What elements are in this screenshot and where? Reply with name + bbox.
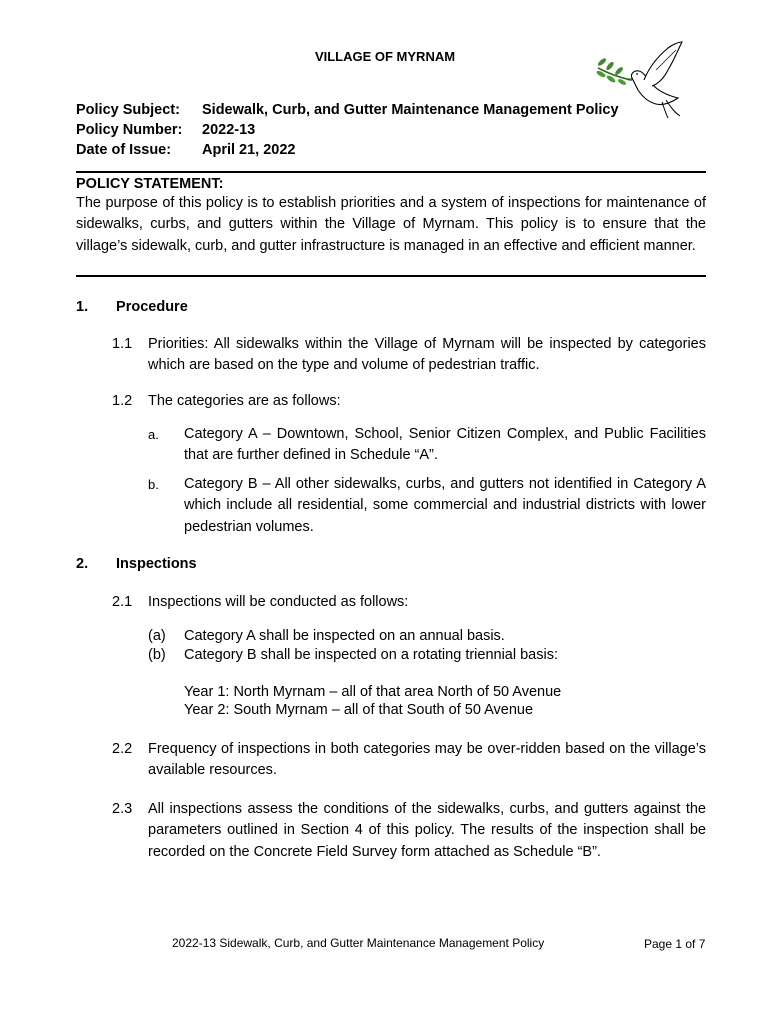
- item-text: Category A – Downtown, School, Senior Citizen Complex, and Public Facilities that are further defined in Schedule “A”.: [184, 426, 706, 464]
- section-heading-procedure: [76, 299, 188, 315]
- page-number: Page 1 of 7: [644, 937, 706, 951]
- paragraph-text: The categories are as follows:: [148, 393, 341, 409]
- item-text: Category A shall be inspected on an annual basis.: [184, 628, 505, 644]
- category-a-item: [148, 424, 706, 467]
- paragraph-1-2: [112, 391, 706, 412]
- item-marker: b.: [148, 477, 159, 492]
- policy-meta: [76, 100, 619, 160]
- paragraph-number: 1.1: [112, 336, 133, 352]
- organization-title: VILLAGE OF MYRNAM: [314, 49, 456, 64]
- paragraph-number: 2.1: [112, 594, 133, 610]
- paragraph-1-1: [112, 334, 706, 377]
- paragraph-text: Priorities: All sidewalks within the Village of Myrnam will be inspected by categories which are based on the type and volume of pedestrian traffic.: [148, 336, 706, 374]
- paragraph-number: 1.2: [112, 393, 133, 409]
- paragraph-number: 2.2: [112, 741, 133, 757]
- policy-statement-heading: POLICY STATEMENT:: [76, 176, 224, 192]
- rotation-years: [184, 684, 561, 719]
- paragraph-text: Inspections will be conducted as follows:: [148, 594, 409, 610]
- year-1-line: Year 1: North Myrnam – all of that area North of 50 Avenue: [184, 684, 562, 700]
- policy-statement-body: The purpose of this policy is to establish priorities and a system of inspections for maintenance of sidewalks, curbs, and gutters within the Village of Myrnam. This policy is to ensure that the village’s sidewalk, curb, and gutter infrastructure is managed in an effective and efficient manner.: [76, 195, 706, 254]
- category-b-item: [148, 474, 706, 538]
- footer-title: 2022-13 Sidewalk, Curb, and Gutter Maintenance Management Policy: [172, 936, 545, 950]
- section-heading-inspections: [76, 556, 197, 572]
- section-title: Inspections: [116, 556, 197, 572]
- paragraph-2-3: [112, 799, 706, 863]
- item-text: Category B – All other sidewalks, curbs, and gutters not identified in Category A which include all residential, some commercial and industrial districts with lower pedestrian volumes.: [184, 476, 706, 535]
- paragraph-text: All inspections assess the conditions of the sidewalks, curbs, and gutters against the parameters outlined in Section 4 of this policy. The results of the inspection shall be recorded on the Concrete Field Survey form attached as Schedule “B”.: [148, 801, 706, 860]
- policy-statement: [76, 175, 706, 257]
- policy-number-row: [76, 120, 619, 140]
- year-2-line: Year 2: South Myrnam – all of that South of 50 Avenue: [184, 701, 534, 718]
- top-divider: [76, 171, 706, 173]
- paragraph-2-1: [112, 592, 706, 613]
- section-title: Procedure: [116, 299, 188, 315]
- date-of-issue-value: April 21, 2022: [202, 142, 296, 158]
- statement-divider: [76, 275, 706, 277]
- item-marker: (a): [148, 628, 166, 644]
- item-marker: a.: [148, 427, 159, 442]
- inspection-item-b: [148, 646, 706, 665]
- item-marker: (b): [148, 647, 166, 663]
- paragraph-text: Frequency of inspections in both categories may be over-ridden based on the village’s available resources.: [148, 741, 706, 779]
- section-number: 2.: [76, 556, 89, 572]
- section-number: 1.: [76, 299, 89, 315]
- date-of-issue-row: [76, 140, 619, 160]
- policy-subject-label: Policy Subject:: [76, 102, 180, 118]
- paragraph-number: 2.3: [112, 801, 133, 817]
- policy-subject-row: [76, 100, 619, 120]
- paragraph-2-2: [112, 739, 706, 782]
- item-text: Category B shall be inspected on a rotating triennial basis:: [184, 647, 558, 663]
- inspection-item-a: [148, 627, 706, 646]
- policy-number-label: Policy Number:: [76, 122, 183, 138]
- policy-subject-value: Sidewalk, Curb, and Gutter Maintenance Management Policy: [202, 102, 619, 118]
- date-of-issue-label: Date of Issue:: [76, 142, 172, 158]
- policy-number-value: 2022-13: [202, 122, 256, 138]
